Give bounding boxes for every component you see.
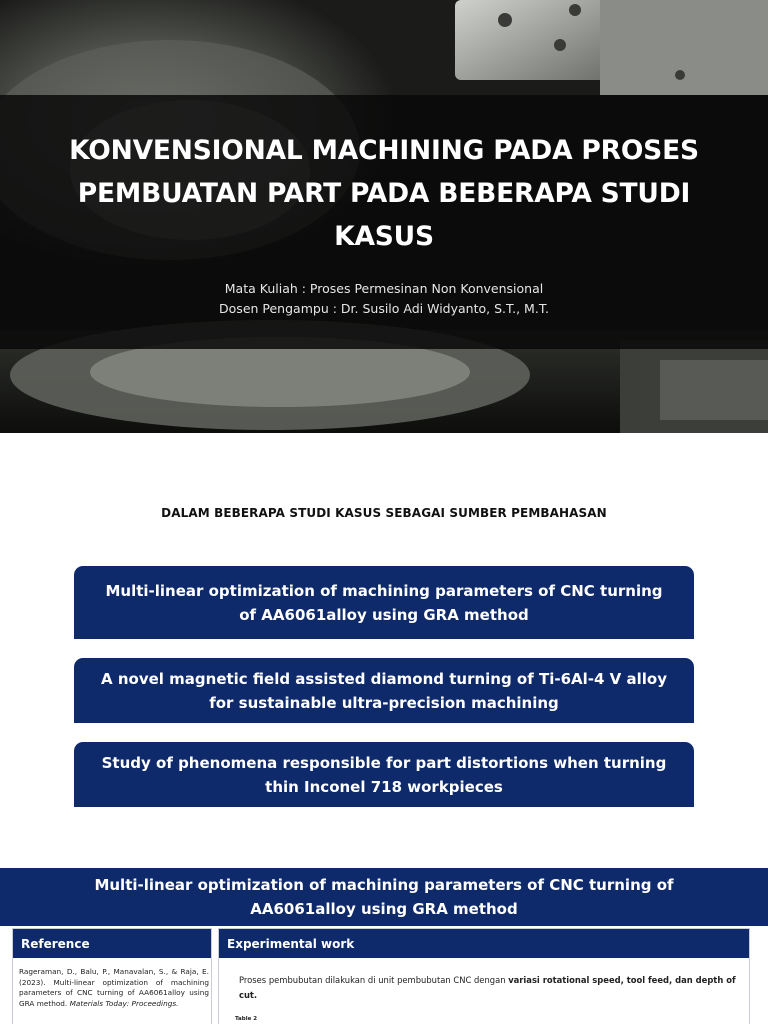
subtitle-block: [60, 279, 708, 319]
study-item-3: [74, 742, 694, 807]
study-detail-slide: [0, 868, 768, 1024]
course-name: Mata Kuliah : Proses Permesinan Non Konvensional: [224, 281, 544, 296]
study-detail-title: Multi-linear optimization of machining parameters of CNC turning of AA6061alloy using GRA method: [94, 876, 674, 918]
case-studies-heading: DALAM BEBERAPA STUDI KASUS SEBAGAI SUMBER PEMBAHASAN: [161, 506, 607, 520]
experimental-description: [239, 973, 739, 1002]
experimental-text: Proses pembubutan dilakukan di unit pembubutan CNC dengan: [239, 975, 506, 985]
study-detail-header: [0, 868, 768, 926]
table-caption: Table 2: [235, 1016, 258, 1022]
citation-text: Rageraman, D., Balu, P., Manavalan, S., & Raja, E. (2023). Multi-linear optimization of machining parameters of CNC turning of AA6061alloy using GRA method.: [19, 967, 209, 1008]
citation-journal: Materials Today: Proceedings.: [69, 998, 179, 1008]
experimental-variables: variasi rotational speed, tool feed, dan depth of cut.: [239, 975, 736, 1000]
reference-panel-header: Reference: [13, 929, 211, 958]
study-item-2-title: A novel magnetic field assisted diamond turning of Ti-6Al-4 V alloy for sustainable ultra-precision machining: [101, 669, 667, 712]
lecturer-name: Dosen Pengampu : Dr. Susilo Adi Widyanto, S.T., M.T.: [219, 301, 549, 316]
case-studies-slide: [0, 433, 768, 868]
reference-panel: [12, 928, 212, 1024]
experimental-panel: [218, 928, 750, 1024]
study-item-2: [74, 658, 694, 723]
experimental-panel-header: Experimental work: [219, 929, 749, 958]
study-item-1: [74, 566, 694, 639]
study-item-3-title: Study of phenomena responsible for part distortions when turning thin Inconel 718 workpieces: [101, 753, 667, 796]
title-slide: [0, 0, 768, 433]
study-item-1-title: Multi-linear optimization of machining parameters of CNC turning of AA6061alloy using GRA method: [105, 581, 663, 624]
reference-citation: [19, 967, 209, 1009]
presentation-title: KONVENSIONAL MACHINING PADA PROSES PEMBUATAN PART PADA BEBERAPA STUDI KASUS: [69, 135, 699, 252]
